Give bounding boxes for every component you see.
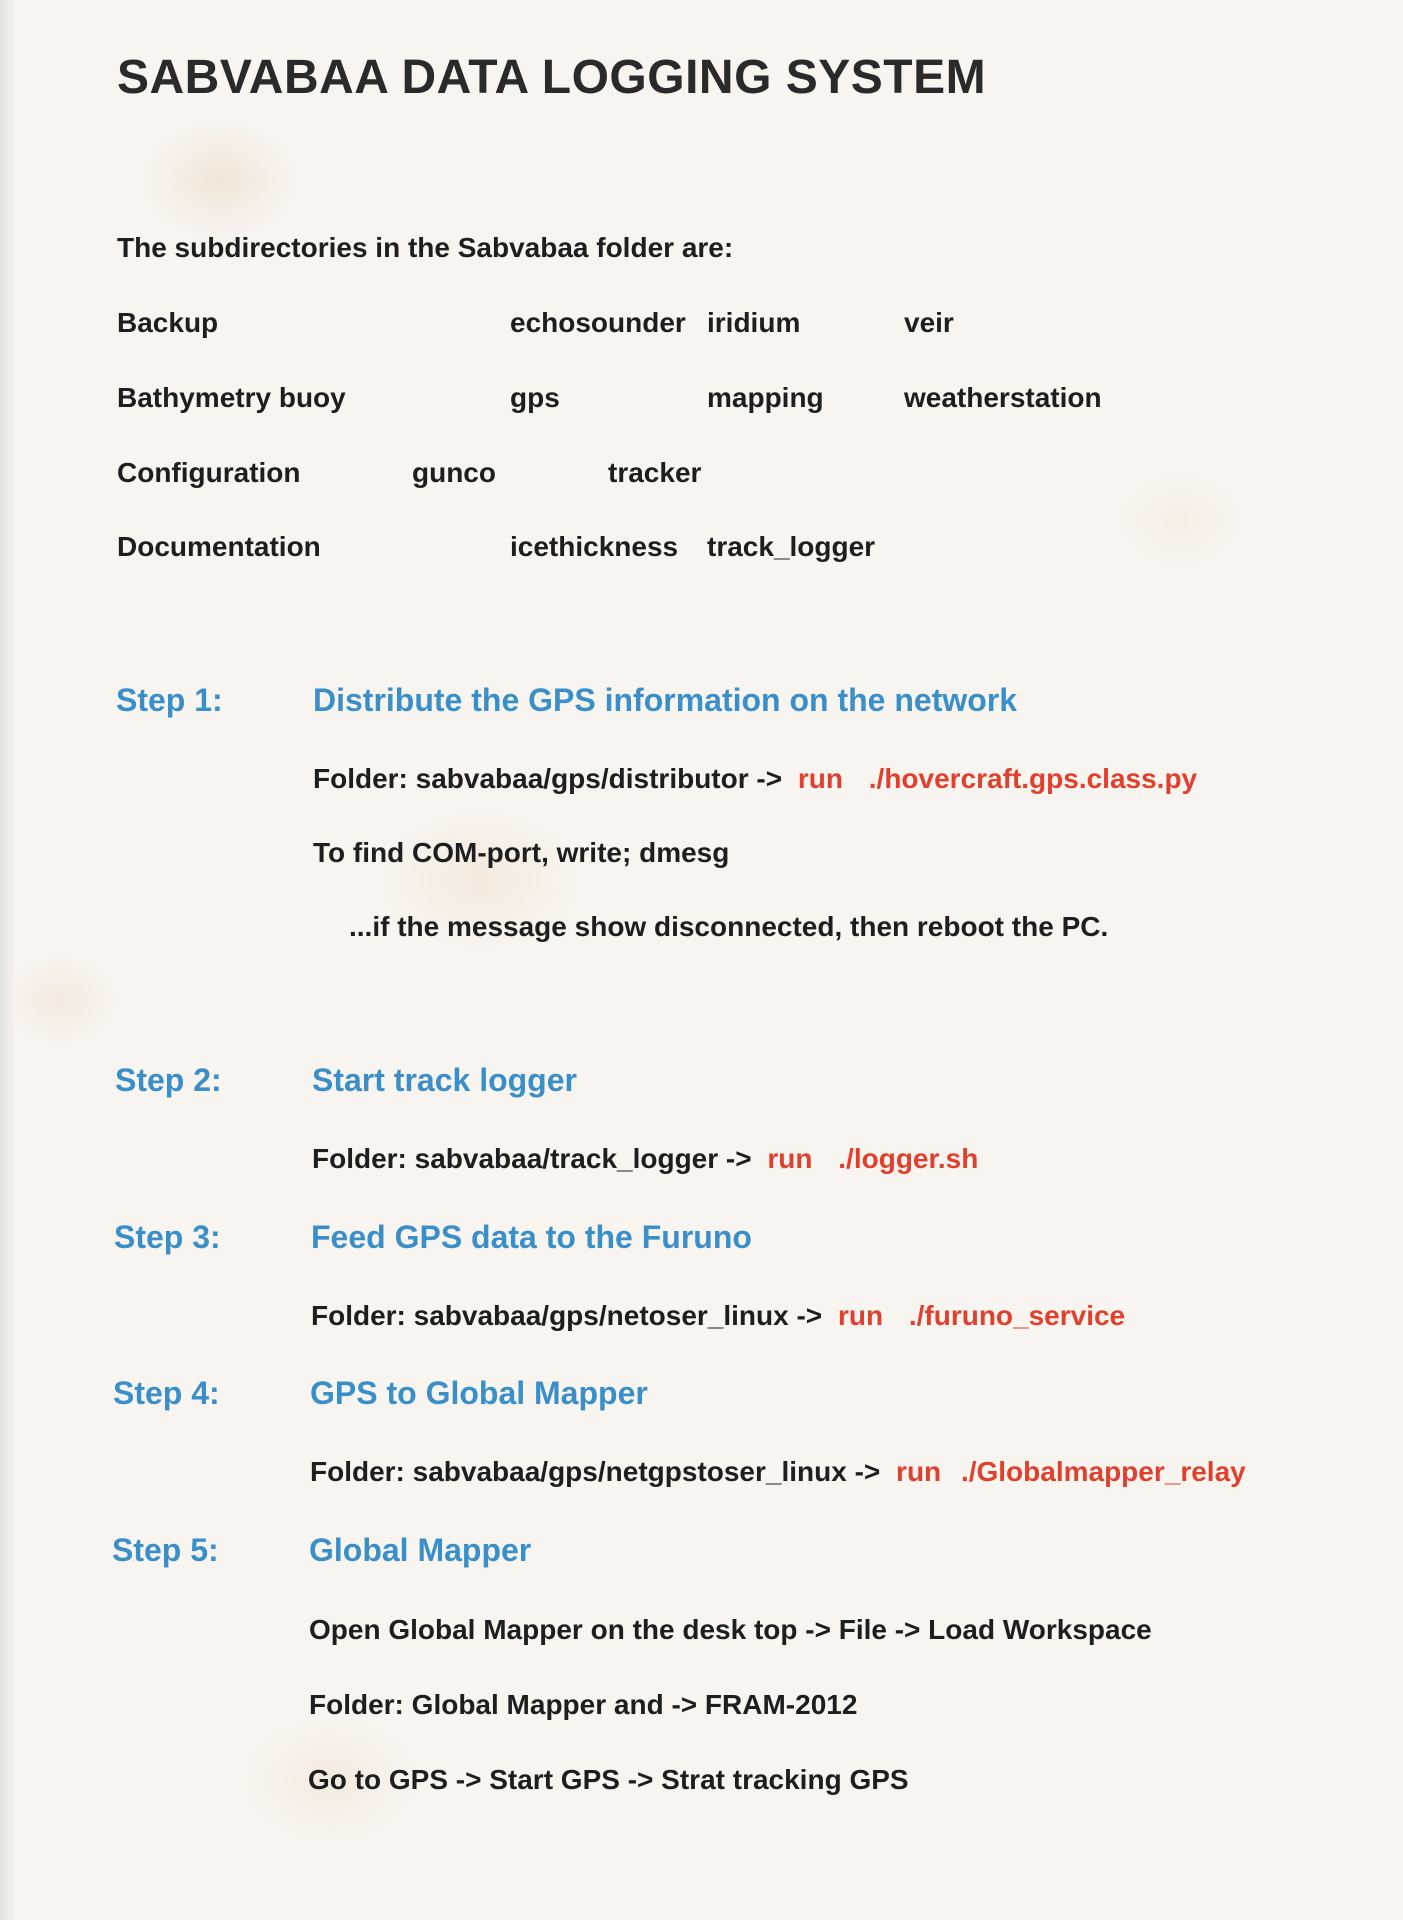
step-1-folder: Folder: sabvabaa/gps/distributor -> (313, 763, 783, 794)
step-2-label: Step 2: (115, 1062, 222, 1098)
folder-configuration: Configuration (117, 457, 301, 488)
step-3-title: Feed GPS data to the Furuno (311, 1219, 752, 1255)
step-3-folder: Folder: sabvabaa/gps/netoser_linux -> (311, 1300, 823, 1331)
step-2-command: ./logger.sh (838, 1143, 979, 1174)
intro-text: The subdirectories in the Sabvabaa folder are: (117, 232, 734, 263)
step-3-instruction (311, 1300, 1125, 1332)
step-4-command: ./Globalmapper_relay (960, 1456, 1246, 1487)
step-4-title: GPS to Global Mapper (310, 1375, 648, 1411)
step-1-title: Distribute the GPS information on the network (313, 682, 1018, 718)
step-5-label: Step 5: (112, 1532, 219, 1568)
folder-gunco: gunco (412, 457, 496, 488)
step-1-note-reboot: ...if the message show disconnected, then reboot the PC. (349, 911, 1109, 942)
folder-icethickness: icethickness (510, 531, 679, 562)
step-5-title: Global Mapper (309, 1532, 532, 1568)
step-5-line-open: Open Global Mapper on the desk top -> File -> Load Workspace (309, 1614, 1152, 1645)
step-1-command: ./hovercraft.gps.class.py (868, 763, 1198, 794)
folder-gps: gps (510, 382, 560, 413)
step-1-instruction (313, 763, 1197, 795)
step-5-line-gps: Go to GPS -> Start GPS -> Strat tracking GPS (308, 1764, 909, 1795)
step-1-note-com-port: To find COM-port, write; dmesg (313, 837, 730, 868)
step-4-label: Step 4: (113, 1375, 220, 1411)
step-1-run: run (797, 763, 843, 794)
folder-tracker: tracker (608, 457, 702, 488)
folder-backup: Backup (117, 307, 219, 338)
folder-veir: veir (904, 307, 954, 338)
document-title: SABVABAA DATA LOGGING SYSTEM (117, 51, 987, 104)
folder-echosounder: echosounder (510, 307, 686, 338)
step-2-instruction (312, 1143, 978, 1175)
folder-track-logger: track_logger (707, 531, 876, 562)
step-1-label: Step 1: (116, 682, 223, 718)
folder-iridium: iridium (707, 307, 801, 338)
step-4-run: run (896, 1456, 942, 1487)
step-2-folder: Folder: sabvabaa/track_logger -> (312, 1143, 752, 1174)
step-5-line-folder: Folder: Global Mapper and -> FRAM-2012 (309, 1689, 858, 1720)
step-3-command: ./furuno_service (908, 1300, 1126, 1331)
folder-documentation: Documentation (117, 531, 321, 562)
folder-mapping: mapping (707, 382, 824, 413)
step-4-instruction (310, 1456, 1246, 1488)
step-4-folder: Folder: sabvabaa/gps/netgpstoser_linux -> (310, 1456, 881, 1487)
scan-edge (0, 0, 14, 1920)
folder-bathymetry-buoy: Bathymetry buoy (117, 382, 346, 413)
step-3-run: run (837, 1300, 884, 1331)
step-3-label: Step 3: (114, 1219, 221, 1255)
step-2-title: Start track logger (312, 1062, 577, 1098)
folder-weatherstation: weatherstation (904, 382, 1102, 413)
step-2-run: run (767, 1143, 813, 1174)
